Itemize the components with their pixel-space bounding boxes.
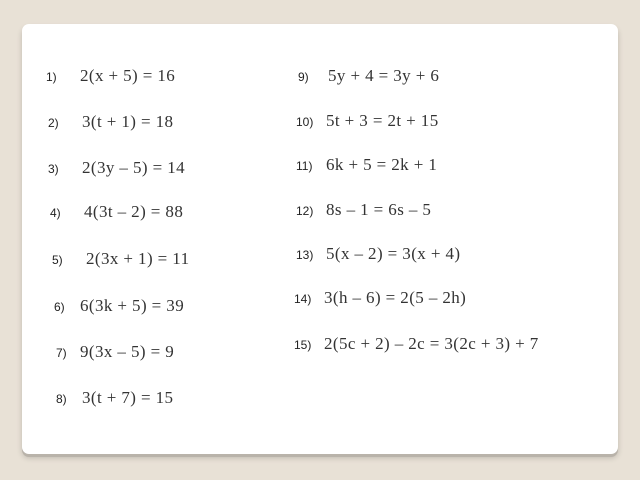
problem-number: 2) <box>48 116 59 130</box>
problem-equation: 3(h – 6) = 2(5 – 2h) <box>324 288 467 307</box>
problem-number: 10) <box>296 115 314 129</box>
problem-equation: 5(x – 2) = 3(x + 4) <box>326 244 461 263</box>
problem-number: 1) <box>46 70 57 84</box>
problem-equation: 3(t + 7) = 15 <box>82 388 174 407</box>
problem-number: 7) <box>56 346 67 360</box>
problem-number: 6) <box>54 300 65 314</box>
problem-equation: 6k + 5 = 2k + 1 <box>326 155 438 174</box>
problem-3 <box>48 158 185 178</box>
problem-equation: 3(t + 1) = 18 <box>82 112 174 131</box>
problem-10 <box>296 111 439 131</box>
problem-number: 15) <box>294 338 312 352</box>
problem-2 <box>48 112 173 132</box>
problem-12 <box>296 200 431 220</box>
problem-number: 9) <box>298 70 309 84</box>
problem-number: 3) <box>48 162 59 176</box>
problem-equation: 2(3x + 1) = 11 <box>86 249 190 268</box>
worksheet-card <box>22 24 618 454</box>
problem-equation: 8s – 1 = 6s – 5 <box>326 200 432 219</box>
problem-equation: 2(x + 5) = 16 <box>80 66 176 85</box>
problem-equation: 9(3x – 5) = 9 <box>80 342 175 361</box>
problem-14 <box>294 288 466 308</box>
problem-number: 4) <box>50 206 61 220</box>
problem-1 <box>46 66 175 86</box>
problem-13 <box>296 244 460 264</box>
problem-equation: 4(3t – 2) = 88 <box>84 202 184 221</box>
problem-equation: 5t + 3 = 2t + 15 <box>326 111 439 130</box>
problem-11 <box>296 155 437 175</box>
problem-4 <box>50 202 183 222</box>
problem-number: 14) <box>294 292 312 306</box>
problem-equation: 2(5c + 2) – 2c = 3(2c + 3) + 7 <box>324 334 539 353</box>
problem-5 <box>52 249 189 269</box>
problem-7 <box>56 342 174 362</box>
problem-number: 11) <box>296 159 313 173</box>
problem-number: 12) <box>296 204 314 218</box>
problem-15 <box>294 334 539 354</box>
problem-number: 8) <box>56 392 67 406</box>
problem-equation: 6(3k + 5) = 39 <box>80 296 185 315</box>
problem-9 <box>298 66 439 86</box>
problem-8 <box>56 388 173 408</box>
problem-equation: 5y + 4 = 3y + 6 <box>328 66 440 85</box>
problem-number: 13) <box>296 248 314 262</box>
problem-number: 5) <box>52 253 63 267</box>
problem-6 <box>54 296 184 316</box>
problem-equation: 2(3y – 5) = 14 <box>82 158 186 177</box>
